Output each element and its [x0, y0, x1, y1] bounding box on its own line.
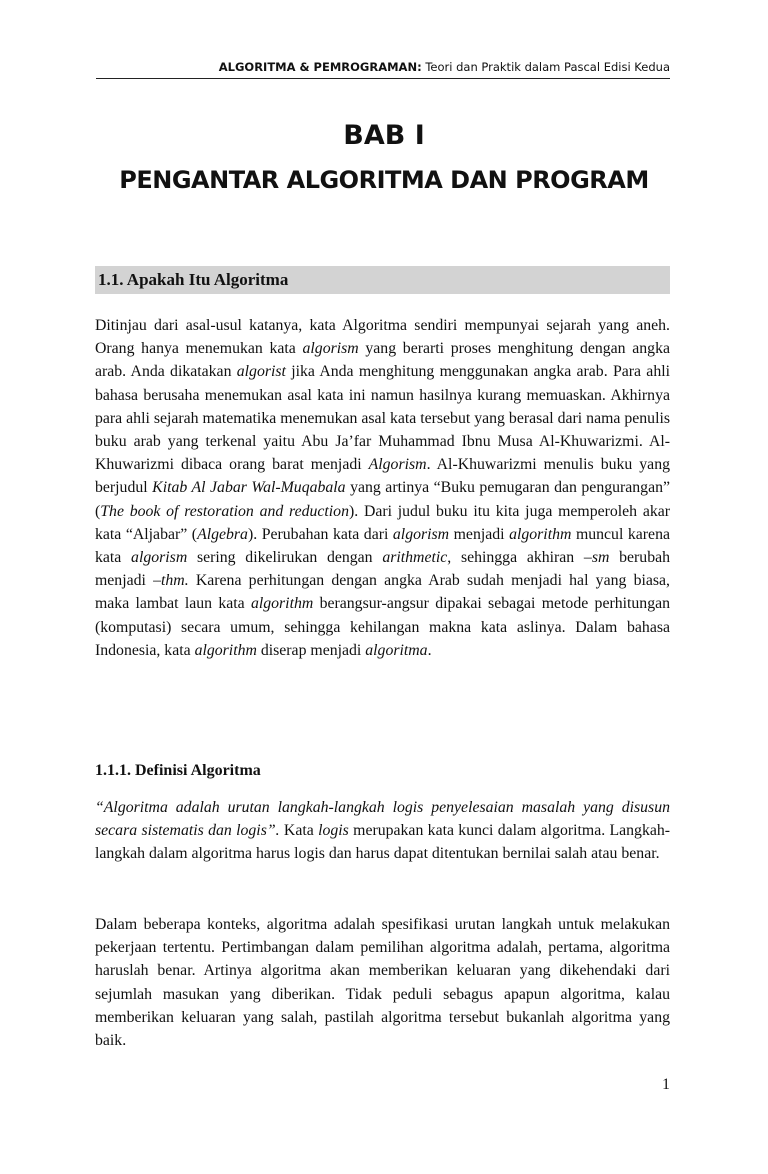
italic-term: The book of restoration and reduction: [100, 502, 349, 520]
italic-term: algorithm: [250, 595, 314, 613]
text-run: berangsur-angsur dipakai sebagai metode perhitungan (komputasi) secara umum, sehingga kehilangan makna kata aslinya. Dalam bahasa Indonesia, kata: [95, 595, 670, 659]
italic-term: algorithm: [509, 525, 572, 543]
text-run: yang berarti proses menghitung dengan angka arab. Anda dikatakan: [95, 340, 670, 381]
italic-term: –sm: [583, 549, 610, 567]
definition-quote: “Algoritma adalah urutan langkah-langkah logis penyelesaian masalah yang disusun secara sistematis dan logis”.: [95, 799, 670, 840]
italic-term: algorism: [392, 525, 450, 543]
paragraph-origin-of-algorithm: [95, 314, 670, 662]
text-run: menjadi: [449, 525, 510, 543]
italic-term: algorism: [131, 549, 188, 567]
section-heading: 1.1. Apakah Itu Algoritma: [95, 266, 670, 294]
italic-term: algoritma: [365, 641, 428, 659]
text-run: Karena perhitungan dengan angka Arab sudah menjadi hal yang biasa, maka lambat laun kata: [95, 572, 670, 613]
running-header-book-title: ALGORITMA & PEMROGRAMAN:: [218, 60, 422, 74]
text-run: ). Perubahan kata dari: [247, 525, 393, 543]
paragraph-definition: [95, 796, 670, 866]
text-run: jika Anda menghitung menggunakan angka arab. Para ahli bahasa berusaha menemukan asal kata ini namun hasilnya kurang memuaskan. Akhirnya para ahli sejarah matematika menemukan asal kata tersebut yang berasal dari nama penulis buku arab yang terkenal yaitu Abu Ja’far Muhammad Ibnu Musa Al-Khuwarizmi. Al-Khuwarizmi dibaca orang barat menjadi: [95, 363, 670, 474]
running-header-subtitle: Teori dan Praktik dalam Pascal Edisi Kedua: [421, 60, 670, 74]
paragraph-context: Dalam beberapa konteks, algoritma adalah spesifikasi urutan langkah untuk melakukan pekerjaan tertentu. Pertimbangan dalam pemilihan algoritma adalah, pertama, algoritma haruslah benar. Artinya algoritma akan memberikan keluaran yang dikehendaki dari sejumlah masukan yang diberikan. Tidak peduli sebagus apapun algoritma, kalau memberikan keluaran yang salah, pastilah algoritma tersebut bukanlah algoritma yang baik.: [95, 916, 670, 1050]
text-run: diserap menjadi: [256, 641, 366, 659]
running-header: [96, 60, 670, 74]
text-run: Ditinjau dari asal-usul katanya, kata Algoritma sendiri mempunyai sejarah yang aneh. Orang hanya menemukan kata: [95, 317, 670, 358]
text-run: Kata: [279, 822, 319, 840]
text-run: yang artinya “Buku pemugaran dan pengurangan” (: [95, 479, 671, 520]
italic-term: arithmetic: [382, 549, 448, 567]
text-run: ). Dari judul buku itu kita juga memperoleh akar kata “Aljabar” (: [95, 502, 671, 543]
text-run: .: [427, 641, 432, 659]
italic-term: Kitab Al Jabar Wal-Muqabala: [152, 479, 346, 497]
subsection-heading: 1.1.1. Definisi Algoritma: [95, 762, 261, 779]
italic-term: algorism: [302, 340, 359, 358]
italic-term: Algebra: [197, 525, 248, 543]
text-run: merupakan kata kunci dalam algoritma. Langkah-langkah dalam algoritma harus logis dan harus dapat ditentukan bernilai salah atau benar.: [95, 822, 671, 863]
text-run: . Al-Khuwarizmi menulis buku yang berjudul: [95, 456, 670, 497]
page-number: 1: [662, 1076, 670, 1093]
header-rule: [96, 78, 670, 79]
italic-term: algorist: [236, 363, 286, 381]
italic-term: algorithm: [194, 641, 257, 659]
text-run: muncul karena kata: [95, 525, 670, 567]
italic-term: –thm.: [153, 572, 189, 590]
text-run: berubah menjadi: [95, 549, 670, 590]
chapter-title: PENGANTAR ALGORITMA DAN PROGRAM: [119, 166, 649, 194]
italic-term: Algorism: [368, 456, 427, 474]
chapter-number: BAB I: [343, 120, 425, 151]
text-run: , sehingga akhiran: [447, 549, 584, 567]
text-run: sering dikelirukan dengan: [187, 549, 383, 567]
italic-term: logis: [318, 822, 349, 840]
